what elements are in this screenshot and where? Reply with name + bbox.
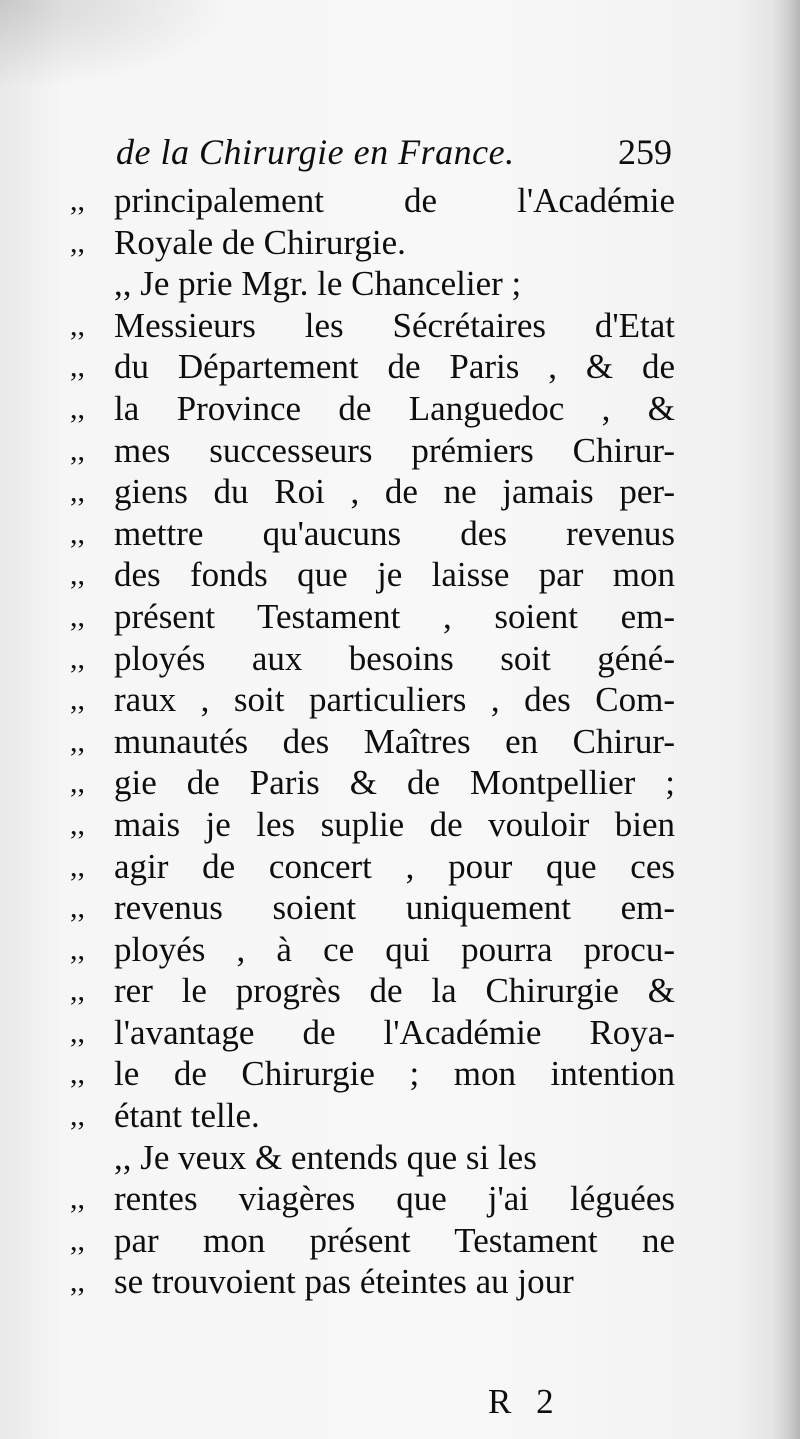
line-text: Messieurs les Sécrétaires d'Etat — [114, 305, 675, 345]
line-text: giens du Roi , de ne jamais per- — [114, 472, 675, 512]
line-text: ployés aux besoins soit géné- — [114, 638, 675, 678]
quotation-mark: ,, — [70, 683, 85, 717]
text-line — [70, 721, 675, 763]
text-line — [70, 1261, 675, 1303]
body-text — [70, 180, 675, 1303]
quotation-mark: ,, — [70, 1057, 85, 1091]
text-line — [70, 513, 675, 555]
line-text: munautés des Maîtres en Chirur- — [114, 721, 675, 761]
text-line — [70, 471, 675, 513]
line-text: la Province de Languedoc , & — [114, 388, 675, 428]
text-line — [70, 638, 675, 680]
quotation-mark: ,, — [70, 891, 85, 925]
line-text: mais je les suplie de vouloir bien — [114, 804, 675, 844]
text-line — [70, 222, 675, 264]
text-line — [70, 346, 675, 388]
line-text: principalement de l'Académie — [114, 181, 675, 220]
text-line — [70, 1095, 675, 1137]
line-text: le de Chirurgie ; mon intention — [114, 1054, 675, 1094]
quotation-mark: ,, — [70, 184, 85, 217]
text-line — [70, 263, 675, 305]
line-text: revenus soient uniquement em- — [114, 888, 675, 928]
quotation-mark: ,, — [70, 391, 85, 425]
quotation-mark: ,, — [70, 433, 85, 467]
text-line — [70, 1137, 675, 1179]
quotation-mark: ,, — [70, 1099, 85, 1133]
quotation-mark: ,, — [70, 974, 85, 1008]
line-text: agir de concert , pour que ces — [114, 846, 675, 886]
quotation-mark: ,, — [70, 599, 85, 633]
text-line — [70, 1220, 675, 1262]
quotation-mark: ,, — [70, 766, 85, 800]
line-text: gie de Paris & de Montpellier ; — [114, 763, 675, 803]
line-text: raux , soit particuliers , des Com- — [114, 680, 675, 720]
line-text: étant telle. — [114, 1096, 260, 1136]
line-text: se trouvoient pas éteintes au jour — [114, 1262, 574, 1302]
text-line — [70, 430, 675, 472]
line-text: rer le progrès de la Chirurgie & — [114, 971, 675, 1011]
quotation-mark: ,, — [70, 641, 85, 675]
quotation-mark: ,, — [70, 807, 85, 841]
text-line — [70, 388, 675, 430]
quotation-mark: ,, — [70, 724, 85, 758]
line-text: mes successeurs prémiers Chirur- — [114, 430, 675, 470]
page-number: 259 — [618, 132, 672, 172]
text-line — [70, 305, 675, 347]
running-title: de la Chirurgie en France. — [116, 132, 515, 172]
line-text: des fonds que je laisse par mon — [114, 555, 675, 595]
quotation-mark: ,, — [70, 1265, 85, 1299]
line-text: présent Testament , soient em- — [114, 596, 675, 636]
text-line — [70, 1012, 675, 1054]
quotation-mark: ,, — [70, 932, 85, 966]
quotation-mark: ,, — [70, 1182, 85, 1216]
text-line — [70, 180, 675, 222]
quotation-mark: ,, — [70, 350, 85, 384]
text-line — [70, 929, 675, 971]
quotation-mark: ,, — [70, 308, 85, 342]
line-text: mettre qu'aucuns des revenus — [114, 513, 675, 553]
quotation-mark: ,, — [70, 849, 85, 883]
line-text: ,, Je veux & entends que si les — [114, 1137, 537, 1177]
text-line — [70, 804, 675, 846]
page-shadow — [0, 0, 240, 90]
page-edge-shadow — [772, 0, 800, 1439]
quotation-mark: ,, — [70, 225, 85, 259]
text-line — [70, 679, 675, 721]
text-line — [70, 846, 675, 888]
quotation-mark: ,, — [70, 516, 85, 550]
line-text: par mon présent Testament ne — [114, 1220, 675, 1260]
line-text: ployés , à ce qui pourra procu- — [114, 929, 675, 969]
signature-mark: R 2 — [488, 1382, 562, 1421]
running-head — [116, 128, 672, 178]
quotation-mark: ,, — [70, 1223, 85, 1257]
line-text: rentes viagères que j'ai léguées — [114, 1179, 675, 1219]
quotation-mark: ,, — [70, 475, 85, 509]
line-text: ,, Je prie Mgr. le Chancelier ; — [114, 264, 522, 304]
line-text: Royale de Chirurgie. — [114, 222, 406, 262]
text-line — [70, 887, 675, 929]
line-text: du Département de Paris , & de — [114, 347, 675, 387]
quotation-mark: ,, — [70, 558, 85, 592]
text-line — [70, 554, 675, 596]
text-line — [70, 1178, 675, 1220]
text-line — [70, 1053, 675, 1095]
text-line — [70, 596, 675, 638]
line-text: l'avantage de l'Académie Roya- — [114, 1012, 675, 1052]
text-line — [70, 762, 675, 804]
text-line — [70, 970, 675, 1012]
quotation-mark: ,, — [70, 1015, 85, 1049]
